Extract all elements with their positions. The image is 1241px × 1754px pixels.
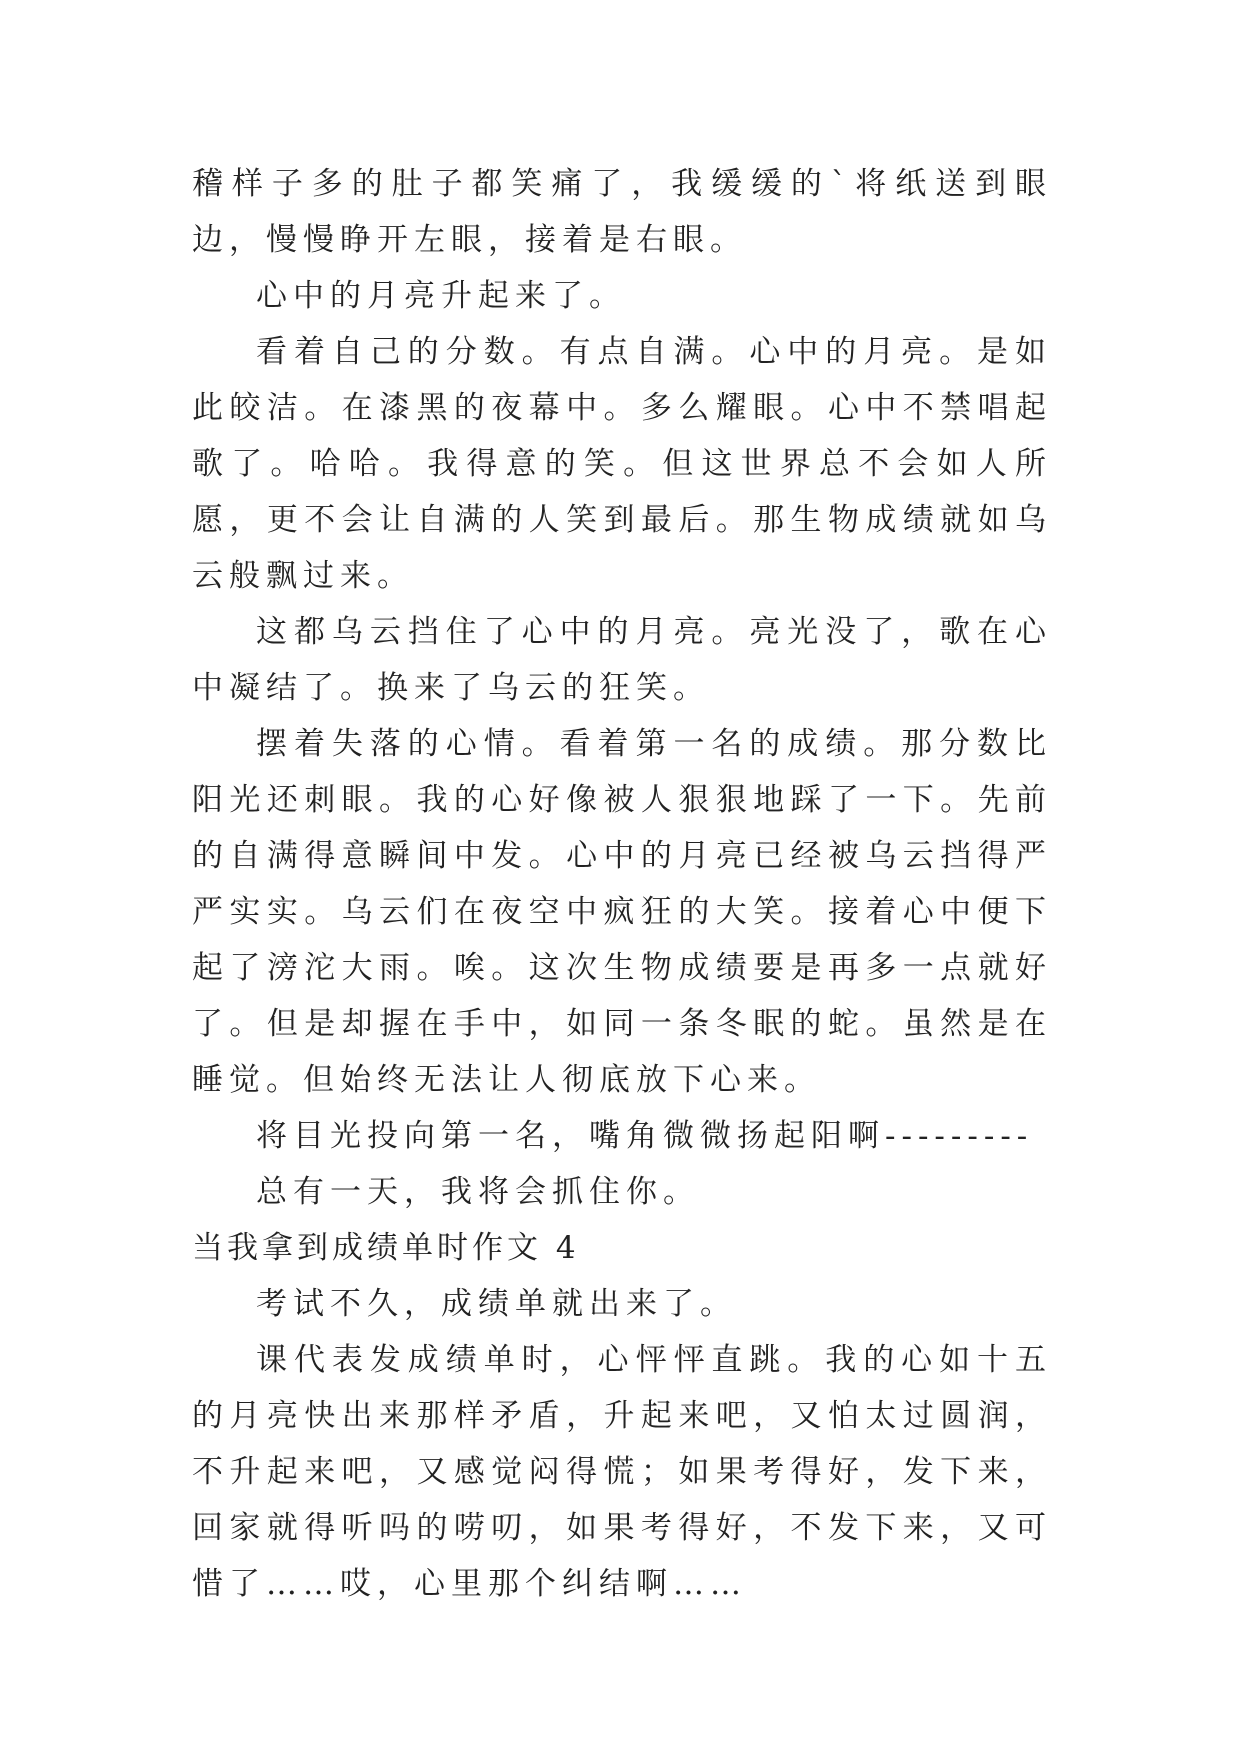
paragraph-2: 心中的月亮升起来了。 xyxy=(256,278,626,314)
paragraph-5: 摆着失落的心情。看着第一名的成绩。那分数比阳光还刺眼。我的心好像被人狠狠地踩了一下。先前的自满得意瞬间中发。心中的月亮已经被乌云挡得严严实实。乌云们在夜空中疯狂的大笑。接着心中便下起了滂沱大雨。唉。这次生物成绩要是再多一点就好了。但是却握在手中，如同一条冬眠的蛇。虽然是在睡觉。但始终无法让人彻底放下心来。 xyxy=(192,726,1052,1098)
paragraph-4: 这都乌云挡住了心中的月亮。亮光没了，歌在心中凝结了。换来了乌云的狂笑。 xyxy=(192,614,1052,706)
paragraph-6: 将目光投向第一名，嘴角微微扬起阳啊--------- xyxy=(256,1118,1034,1154)
paragraph-9: 课代表发成绩单时，心怦怦直跳。我的心如十五的月亮快出来那样矛盾，升起来吧，又怕太过圆润，不升起来吧，又感觉闷得慌；如果考得好，发下来，回家就得听吗的唠叨，如果考得好，不发下来，又可惜了……哎，心里那个纠结啊…… xyxy=(192,1342,1052,1602)
paragraph-8: 考试不久，成绩单就出来了。 xyxy=(256,1286,737,1322)
paragraph-7: 总有一天，我将会抓住你。 xyxy=(256,1174,700,1210)
section-heading: 当我拿到成绩单时作文 4 xyxy=(192,1230,580,1266)
paragraph-1: 稽样子多的肚子都笑痛了，我缓缓的`将纸送到眼边，慢慢睁开左眼，接着是右眼。 xyxy=(192,166,1052,258)
paragraph-3: 看着自己的分数。有点自满。心中的月亮。是如此皎洁。在漆黑的夜幕中。多么耀眼。心中不禁唱起歌了。哈哈。我得意的笑。但这世界总不会如人所愿，更不会让自满的人笑到最后。那生物成绩就如乌云般飘过来。 xyxy=(192,334,1052,594)
document-page xyxy=(192,156,1052,1612)
